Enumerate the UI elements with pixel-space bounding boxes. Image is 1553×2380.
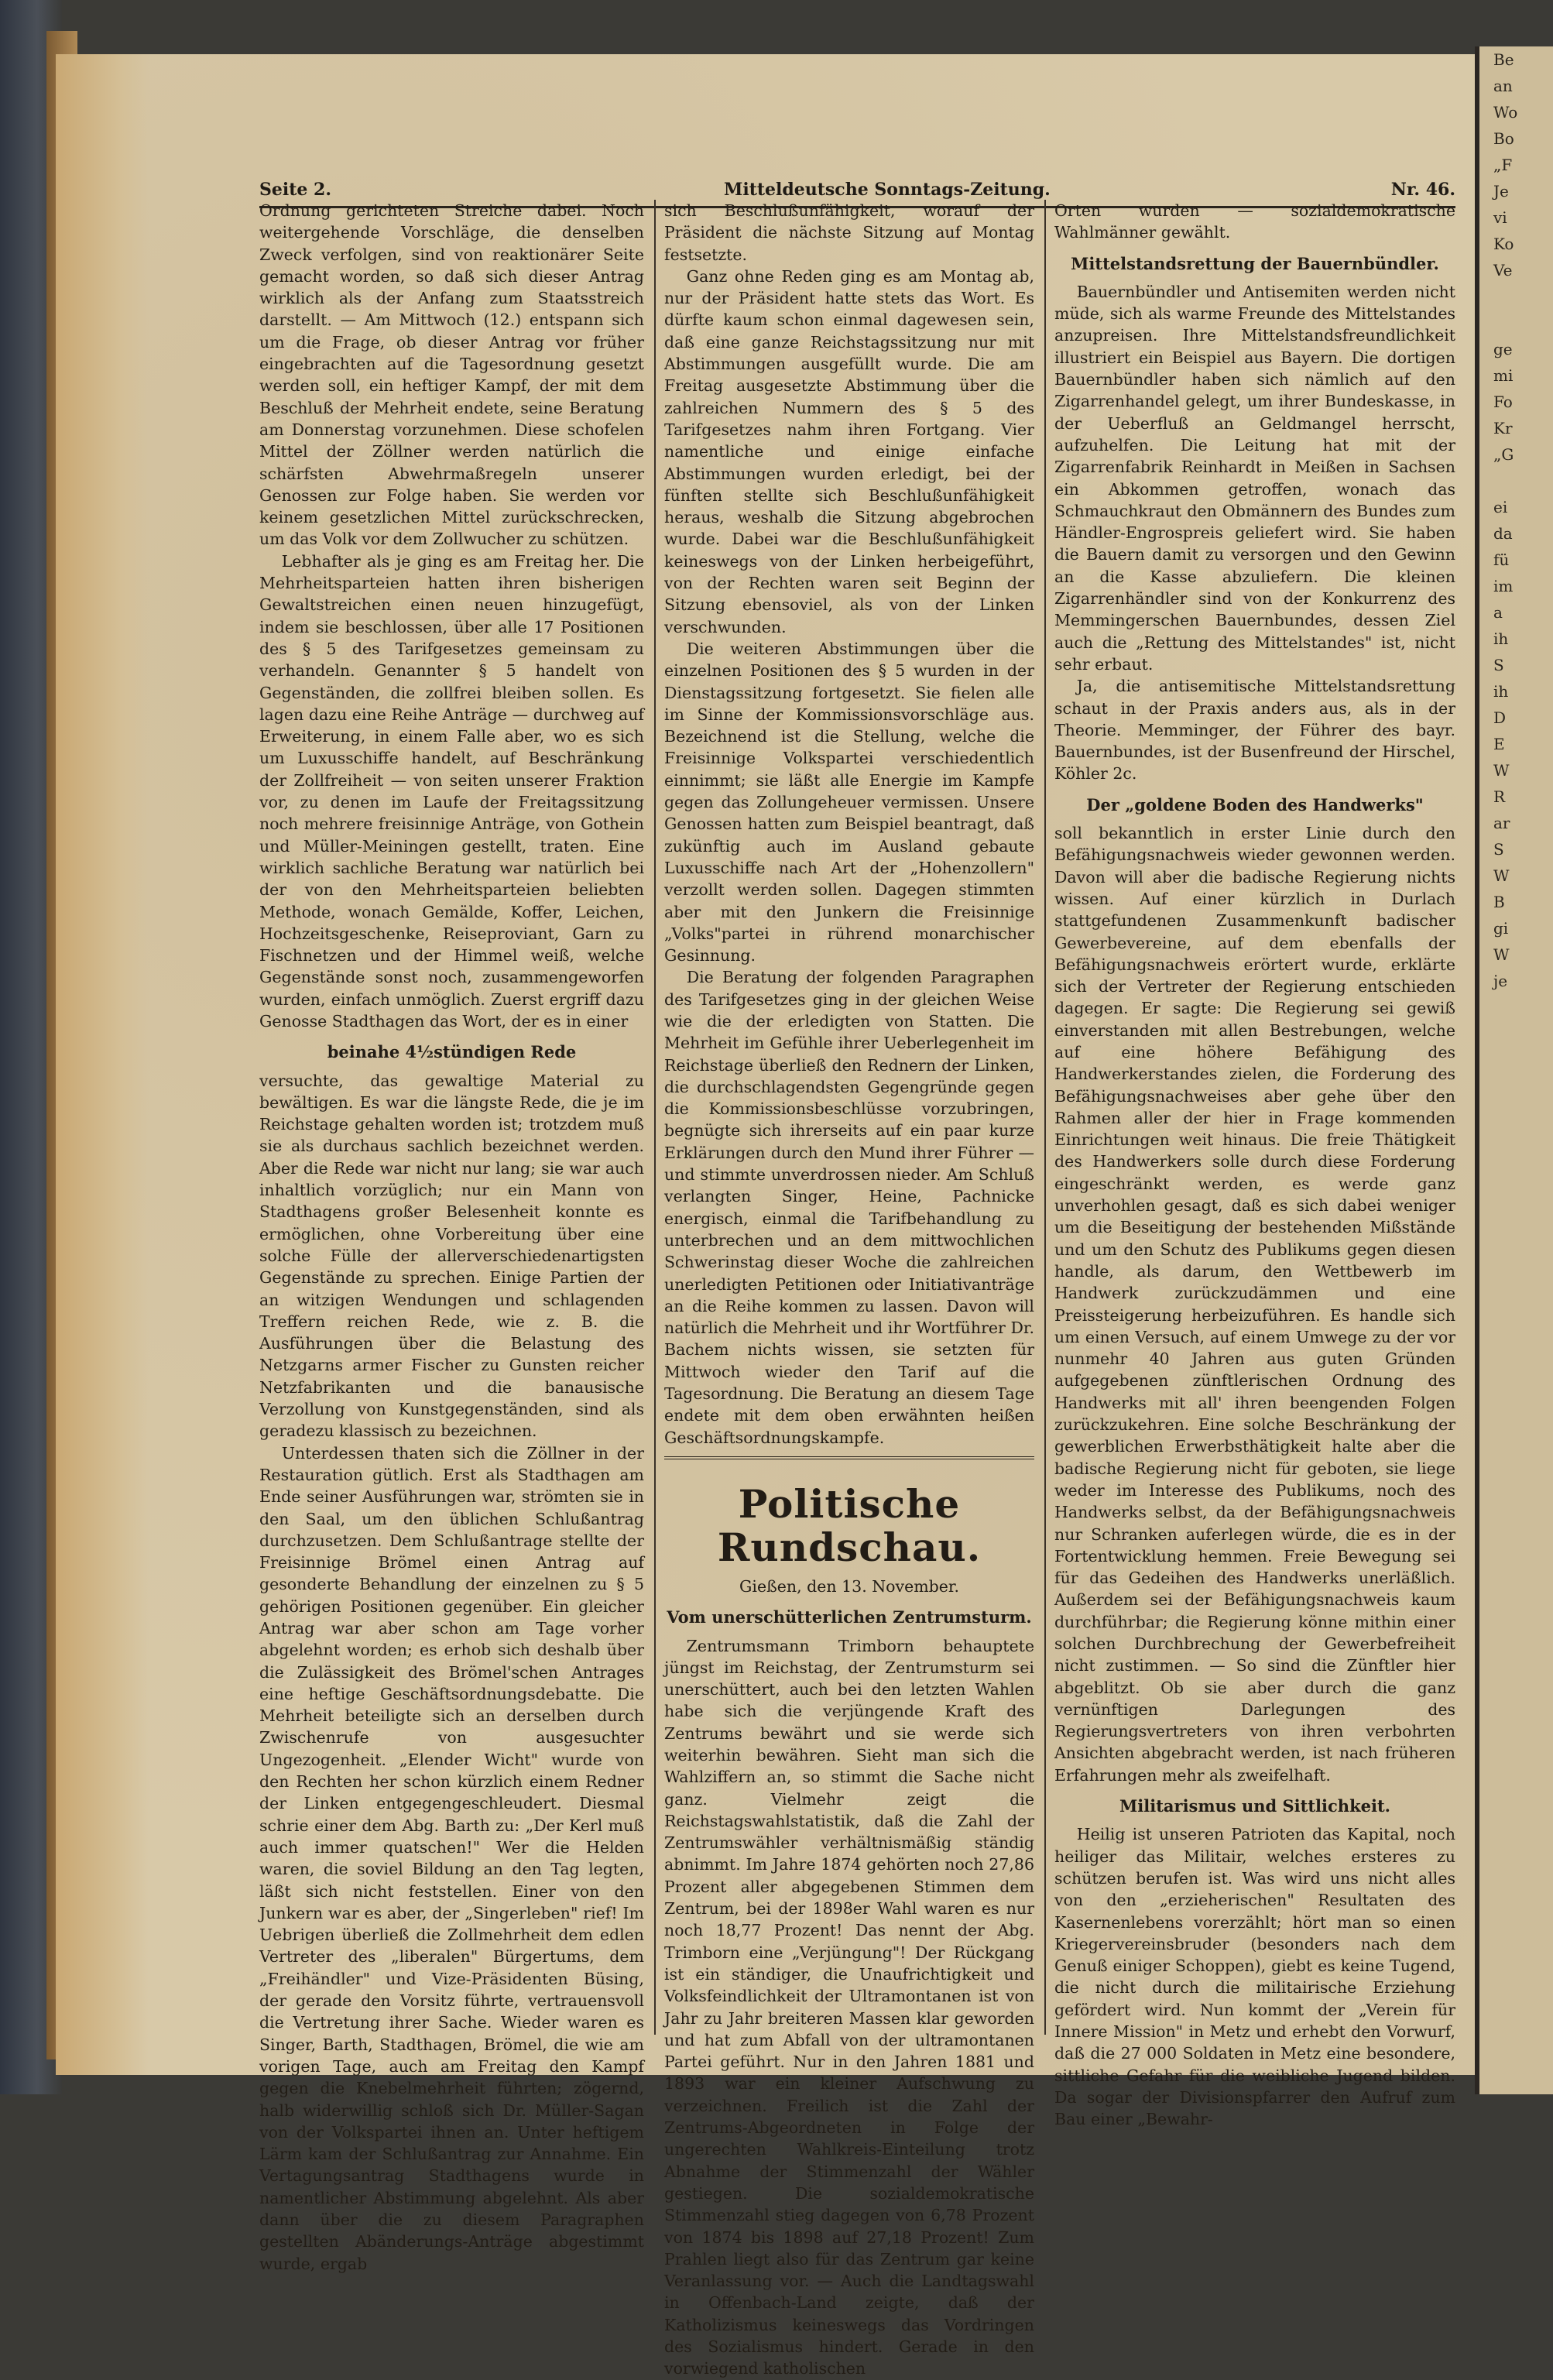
column-rule	[1044, 200, 1046, 2035]
adjacent-page-fragment: W	[1493, 866, 1510, 885]
subheading: Militarismus und Sittlichkeit.	[1119, 1796, 1390, 1816]
column-2	[664, 200, 1034, 2378]
adjacent-page-fragment: S	[1493, 840, 1504, 859]
adjacent-page-fragment: fü	[1493, 550, 1510, 569]
adjacent-page-fragment: B	[1493, 893, 1505, 911]
subheading: Mittelstandsrettung der Bauernbündler.	[1071, 253, 1439, 273]
column-3	[1054, 200, 1455, 2129]
adjacent-page-fragment: mi	[1493, 366, 1514, 385]
subheading: Der „goldene Boden des Handwerks"	[1086, 794, 1424, 814]
column-rule	[654, 200, 656, 2035]
adjacent-page-fragment: ih	[1493, 629, 1509, 648]
issue-number: Nr. 46.	[1390, 180, 1455, 200]
paragraph: Unterdessen thaten sich die Zöllner in der Restauration gütlich. Erst als Stadthagen am Ende seiner Ausführungen war, strömten sie in den Saal, um den üblichen Schlußantrag durchzusetzen. Dem Schlußantrage stellte der Freisinnige Brömel einen Antrag auf gesonderte Behandlung der einzelnen zu § 5 gehörigen Positionen gegenüber. Ein gleicher Antrag war aber schon am Tage vorher abgelehnt worden; es erhob sich deshalb über die Zulässigkeit des Brömel'schen Antrages eine heftige Geschäftsordnungsdebatte. Die Mehrheit beteiligte sich an derselben durch Zwischenrufe von ausgesuchter Ungezogenheit. „Elender Wicht" wurde von den Rechten her schon kürzlich einem Redner der Linken entgegengeschleudert. Diesmal schrie einer dem Abg. Barth zu: „Der Kerl muß auch immer quatschen!" Wer die Helden waren, die soviel Bildung an den Tag legten, läßt sich nicht feststellen. Einer von den Junkern war es aber, der „Singerleben" rief! Im Uebrigen überließ die Zollmehrheit dem edlen Vertreter des „liberalen" Bürgertums, dem „Freihändler" und Vize-Präsidenten Büsing, der gerade den Vorsitz führte, vertrauensvoll die Vertretung ihrer Sache. Wieder waren es Singer, Barth, Stadthagen, Brömel, die wie am vorigen Tage, auch am Freitag den Kampf gegen die Knebelmehrheit führten; zögernd, halb widerwillig schloß sich Dr. Müller-Sagan von der Volkspartei ihnen an. Unter heftigem Lärm kam der Schlußantrag zur Annahme. Ein Vertagungsantrag Stadthagens wurde in namentlicher Abstimmung abgelehnt. Als aber dann über die zu diesem Paragraphen gestellten Abänderungs-Anträge abgestimmt wurde, ergab	[259, 1443, 644, 2273]
adjacent-page-fragment: Ve	[1493, 261, 1513, 279]
adjacent-page-fragment: „F	[1493, 156, 1513, 174]
paragraph: Ja, die antisemitische Mittelstandsrettung schaut in der Praxis anders aus, als in der Theorie. Memminger, der Führer des bayr. Bauernbundes, ist der Busenfreund der Hirschel, Köhler 2c.	[1054, 677, 1455, 784]
paragraph: Die Beratung der folgenden Paragraphen des Tarifgesetzes ging in der gleichen Weise wie die der erledigten von Statten. Die Mehrheit im Gefühle ihrer Ueberlegenheit im Reichstage überließ den Rednern der Linken, die durchschlagendsten Gegengründe gegen die Kommissionsbeschlüsse vorzubringen, begnügte sich ihrerseits auf ein paar kurze Erklärungen durch den Mund ihrer Führer — und stimmte unverdrossen nieder. Am Schluß verlangten Singer, Heine, Pachnicke energisch, einmal die Tarifbehandlung zu unterbrechen und an dem mittwochlichen Schwerinstag dieser Woche die zahlreichen unerledigten Petitionen oder Initiativanträge an die Reihe kommen zu lassen. Davon will natürlich die Mehrheit und ihr Wortführer Dr. Bachem nichts wissen, sie setzten für Mittwoch wieder den Tarif auf die Tagesordnung. Die Beratung an diesem Tage endete mit dem oben erwähnten heißen Geschäftsordnungskampfe.	[664, 968, 1034, 1447]
section-divider	[664, 1456, 1034, 1459]
paragraph: Ganz ohne Reden ging es am Montag ab, nur der Präsident hatte stets das Wort. Es dürfte kaum schon einmal dagewesen sein, daß eine ganze Reichstagssitzung nur mit Abstimmungen ausgefüllt wurde. Die am Freitag ausgesetzte Abstimmung über die zahlreichen Nummern des § 5 des Tarifgesetzes nahm ihren Fortgang. Vier namentliche und einige einfache Abstimmungen wurden erledigt, bei der fünften stellte sich Beschlußunfähigkeit heraus, weshalb die Sitzung abgebrochen wurde. Dabei war die Beschlußunfähigkeit keineswegs von der Linken herbeigeführt, von der Rechten waren seit Beginn der Sitzung ebensoviel, als von der Linken verschwunden.	[664, 266, 1034, 636]
adjacent-page-fragment: D	[1493, 708, 1507, 727]
adjacent-page-fragment: je	[1493, 972, 1508, 990]
adjacent-page-fragment: E	[1493, 735, 1505, 753]
adjacent-page-fragment: „G	[1493, 445, 1514, 464]
dateline: Gießen, den 13. November.	[739, 1576, 959, 1596]
paragraph: Orten wurden — sozialdemokratische Wahlmänner gewählt.	[1054, 201, 1455, 242]
adjacent-page-fragment	[1479, 310, 1553, 336]
adjacent-page-fragment: Fo	[1493, 393, 1513, 411]
adjacent-page-fragment: Kr	[1493, 419, 1513, 437]
paragraph: Ordnung gerichteten Streiche dabei. Noch weitergehende Vorschläge, die denselben Zweck verfolgen, sind von reaktionärer Seite gemacht worden, so daß sich dieser Antrag wirklich als der Anfang zum Staatsstreich darstellt. — Am Mittwoch (12.) entspann sich um die Frage, ob dieser Antrag vor früher eingebrachten auf die Tagesordnung gesetzt werden soll, ein heftiger Kampf, der mit dem Beschluß der Mehrheit endete, seine Beratung am Donnerstag vorzunehmen. Diese schofelen Mittel der Zöllner werden natürlich die schärfsten Abwehrmaßregeln unserer Genossen zur Folge haben. Sie werden vor keinem gesetzlichen Mittel zurückschrecken, um das Volk vor dem Zollwucher zu schützen.	[259, 201, 644, 549]
adjacent-page-fragment: an	[1493, 77, 1513, 95]
adjacent-page-fragment: im	[1493, 577, 1514, 595]
adjacent-page-fragment: ge	[1493, 340, 1513, 358]
adjacent-page-fragment: R	[1493, 787, 1506, 806]
paragraph: Heilig ist unseren Patrioten das Kapital, noch heiliger das Militair, welches ersteres zu schützen berufen ist. Was wird uns nicht alles von den „erzieherischen" Resultaten des Kasernenlebens vorerzählt; hört man so einen Kriegervereinsbruder (besonders nach dem Genuß einiger Schoppen), giebt es keine Tugend, die nicht durch die militairische Erziehung gefördert wird. Nun kommt der „Verein für Innere Mission" in Metz und erhebt den Vorwurf, daß die 27 000 Soldaten in Metz eine besondere, sittliche Gefahr für die weibliche Jugend bilden. Da sogar der Divisionspfarrer den Aufruf zum Bau einer „Bewahr-	[1054, 1825, 1455, 2129]
adjacent-page-fragment: Ko	[1493, 235, 1514, 253]
subheading: beinahe 4½stündigen Rede	[327, 1042, 577, 1062]
paragraph: Zentrumsmann Trimborn behauptete jüngst im Reichstag, der Zentrumsturm sei unerschüttert, auch bei den letzten Wahlen habe sich die verjüngende Kraft des Zentrums bewährt und sie werde sich weiterhin bewähren. Sieht man sich die Wahlziffern an, so stimmt die Sache nicht ganz. Vielmehr zeigt die Reichstagswahlstatistik, daß die Zahl der Zentrumswähler verhältnismäßig ständig abnimmt. Im Jahre 1874 gehörten noch 27,86 Prozent aller abgegebenen Stimmen dem Zentrum, bei der 1898er Wahl waren es nur noch 18,77 Prozent! Das nennt der Abg. Trimborn eine „Verjüngung"! Der Rückgang ist ein ständiger, die Unaufrichtigkeit und Volksfeindlichkeit der Ultramontanen ist von Jahr zu Jahr breiteren Massen klar geworden und hat zum Abfall von der ultramontanen Partei geführt. Nur in den Jahren 1881 und 1893 war ein kleiner Aufschwung zu verzeichnen. Freilich ist die Zahl der Zentrums-Abgeordneten in Folge der ungerechten Wahlkreis-Einteilung trotz Abnahme der Stimmenzahl der Wähler gestiegen. Die sozialdemokratische Stimmenzahl stieg dagegen von 6,78 Prozent von 1874 bis 1898 auf 27,18 Prozent! Zum Prahlen liegt also für das Zentrum gar keine Veranlassung vor. — Auch die Landtagswahl in Offenbach-Land zeigte, daß der Katholizismus keineswegs das Vordringen des Sozialismus hindert. Gerade in den vorwiegend katholischen	[664, 1636, 1034, 2378]
paragraph: Lebhafter als je ging es am Freitag her. Die Mehrheitsparteien hatten ihren bisherigen Gewaltstreichen einen neuen hinzugefügt, indem sie beschlossen, über alle 17 Positionen des § 5 des Tarifgesetzes gemeinsam zu verhandeln. Genannter § 5 handelt von Gegenständen, die zollfrei bleiben sollen. Es lagen dazu eine Reihe Anträge — durchweg auf Erweiterung, in einem Falle aber, wo es sich um Luxusschiffe handelt, auf Beschränkung der Zollfreiheit — von seiten unserer Fraktion vor, zu denen im Laufe der Freitagssitzung noch mehrere freisinnige Anträge, von Gothein und Müller-Meiningen gestellt, traten. Eine wirklich sachliche Beratung war natürlich bei der von den Mehrheitsparteien beliebten Methode, wonach Gemälde, Koffer, Leichen, Hochzeitsgeschenke, Reiseproviant, Garn zu Fischnetzen und der Himmel weiß, welche Gegenstände sonst noch, zusammengeworfen wurden, einfach unmöglich. Zuerst ergriff dazu Genosse Stadthagen das Wort, der es in einer	[259, 551, 644, 1031]
adjacent-page-fragment: Be	[1493, 50, 1514, 69]
adjacent-page-fragment: Je	[1493, 182, 1509, 201]
adjacent-page-fragment: W	[1493, 761, 1510, 780]
adjacent-page-fragment: ei	[1493, 498, 1508, 516]
paragraph: versuchte, das gewaltige Material zu bewältigen. Es war die längste Rede, die je im Reichstage gehalten worden ist; trotzdem muß sie als durchaus sachlich bezeichnet werden. Aber die Rede war nicht nur lang; sie war auch inhaltlich vorzüglich; nur ein Mann von Stadthagens großer Belesenheit konnte es ermöglichen, ohne Vorbereitung über eine solche Fülle der allerverschiedenartigsten Gegenstände zu sprechen. Einige Partien der an witzigen Wendungen und schlagenden Treffern reichen Rede, wie z. B. die Ausführungen über die Belastung des Netzgarns armer Fischer zu Gunsten reicher Netzfabrikanten und die banausische Verzollung von Kunstgegenständen, sind als geradezu klassisch zu bezeichnen.	[259, 1071, 644, 1441]
column-1	[259, 200, 644, 2273]
paragraph: soll bekanntlich in erster Linie durch den Befähigungsnachweis wieder gewonnen werden. Davon will aber die badische Regierung nichts wissen. Auf einer kürzlich in Durlach stattgefundenen Zusammenkunft badischer Gewerbevereine, auf dem ebenfalls der Befähigungsnachweis erörtert wurde, erklärte sich der Vertreter der Regierung entschieden dagegen. Er sagte: Die Regierung sei gewiß einverstanden mit allen Bestrebungen, welche auf eine höhere Befähigung des Handwerkerstandes zielen, die Forderung des Befähigungsnachweises aber gehe über den Rahmen aller der hier in Frage kommenden Einrichtungen weit hinaus. Die freie Thätigkeit des Handwerkers solle durch diese Forderung eingeschränkt werden, es werde ganz unverhohlen gesagt, daß es sich dabei weniger um die Beseitigung der bestehenden Mißstände und um den Schutz des Publikums gegen diesen handle, als darum, den Wettbewerb im Handwerk zurückzudämmen und eine Preissteigerung herbeizuführen. Es handle sich um einen Versuch, auf einem Umwege zu der vor nunmehr 40 Jahren aus guten Gründen aufgegebenen zünftlerischen Ordnung des Handwerks mit all' ihren beengenden Folgen zurückzukehren. Eine solche Beschränkung der gewerblichen Erwerbsthätigkeit halte aber die badische Regierung nicht für geboten, sie liege weder im Interesse des Publikums, noch des Handwerks selbst, da der Befähigungsnachweis nur Schranken auferlegen würde, die es in der Fortentwicklung hemmen. Freie Bewegung sei für das Gedeihen des Handwerks unerläßlich. Außerdem sei der Befähigungsnachweis kaum durchführbar; die Regierung könne mithin einer solchen Durchbrechung der Gewerbefreiheit nicht zustimmen. — So sind die Zünftler hier abgeblitzt. Ob sie aber durch die ganz vernünftigen Darlegungen des Regierungsvertreters von ihren verbohrten Ansichten abgebracht werden, ist nach früheren Erfahrungen mehr als zweifelhaft.	[1054, 824, 1455, 1785]
adjacent-page	[1475, 46, 1553, 2094]
worn-page-margin	[56, 54, 149, 2075]
paragraph: sich Beschlußunfähigkeit, worauf der Präsident die nächste Sitzung auf Montag festsetzte.	[664, 201, 1034, 264]
adjacent-page-fragment: gi	[1493, 919, 1509, 938]
paragraph: Bauernbündler und Antisemiten werden nicht müde, sich als warme Freunde des Mittelstandes anzupreisen. Ihre Mittelstandsfreundlichkeit illustriert ein Beispiel aus Bayern. Die dortigen Bauernbündler haben sich nämlich auf den Zigarrenhandel gelegt, um ihrer Bundeskasse, in der Ueberfluß an Geldmangel herrscht, aufzuhelfen. Die Leitung hat mit der Zigarrenfabrik Reinhardt in Meißen in Sachsen ein Abkommen getroffen, wonach das Schmauchkraut den Obmännern des Bundes zum Händler-Engrospreis geliefert wird. Sie haben die Bauern damit zu versorgen und den Gewinn an die Kasse abzuliefern. Die kleinen Zigarrenhändler sind von der Konkurrenz des Memmingerschen Bauernbundes, dessen Ziel auch die „Rettung des Mittelstandes" ist, nicht sehr erbaut.	[1054, 282, 1455, 674]
adjacent-page-fragment: W	[1493, 945, 1510, 964]
section-title: Politische Rundschau.	[717, 1480, 982, 1570]
adjacent-page-fragment: vi	[1493, 208, 1507, 227]
subheading: Vom unerschütterlichen Zentrumsturm.	[667, 1607, 1032, 1627]
adjacent-page-fragment: ar	[1493, 814, 1510, 832]
adjacent-page-fragment	[1479, 468, 1553, 494]
adjacent-page-fragment	[1479, 283, 1553, 310]
adjacent-page-fragment: S	[1493, 656, 1504, 674]
paragraph: Die weiteren Abstimmungen über die einzelnen Positionen des § 5 wurden in der Dienstagssitzung fortgesetzt. Sie fielen alle im Sinne der Kommissionsvorschläge aus. Bezeichnend ist die Stellung, welche die Freisinnige Volkspartei verschiedentlich einnimmt; sie läßt alle Energie im Kampfe gegen das Zollungeheuer vermissen. Unsere Genossen hatten zum Beispiel beantragt, daß zukünftig auch im Ausland gebaute Luxusschiffe nach Art der „Hohenzollern" verzollt werden sollen. Dagegen stimmten aber mit den Junkern die Freisinnige „Volks"partei in rührend monarchischer Gesinnung.	[664, 639, 1034, 965]
adjacent-page-fragment: a	[1493, 603, 1503, 622]
adjacent-page-fragment: Bo	[1493, 129, 1514, 148]
adjacent-page-fragments	[1479, 46, 1553, 994]
adjacent-page-fragment: da	[1493, 524, 1513, 543]
adjacent-page-fragment: ih	[1493, 682, 1509, 701]
adjacent-page-fragment: Wo	[1493, 103, 1518, 122]
page-number: Seite 2.	[259, 180, 332, 200]
newspaper-title: Mitteldeutsche Sonntags-Zeitung.	[724, 180, 1051, 200]
